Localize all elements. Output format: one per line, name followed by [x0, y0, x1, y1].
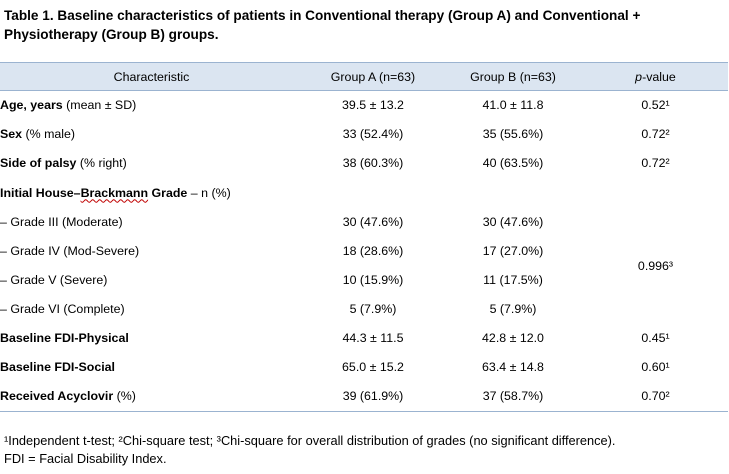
row-label-suffix: (% right)	[76, 156, 127, 170]
cell-p-value: 0.52¹	[641, 98, 670, 113]
cell-p-value: 0.72²	[641, 127, 670, 141]
row-label-bold	[0, 186, 187, 200]
header-p-italic: p	[635, 69, 643, 84]
row-label: – Grade V (Severe)	[0, 273, 108, 287]
footnote-line-1: ¹Independent t-test; ²Chi-square test; ³Chi-square for overall distribution of grades (no significant difference).	[4, 433, 616, 448]
row-label	[0, 324, 303, 353]
row-label-bold: Sex	[0, 127, 23, 141]
table-row-sex	[0, 120, 728, 149]
cell-group-b: 40 (63.5%)	[482, 156, 544, 170]
row-label-bold: Side of palsy	[0, 156, 77, 170]
row-label	[0, 382, 303, 412]
cell-group-a: 39.5 ± 13.2	[342, 98, 404, 113]
cell-p-value	[583, 208, 728, 237]
cell-group-b: 41.0 ± 11.8	[482, 98, 544, 113]
cell-p-value: 0.60¹	[641, 360, 670, 374]
row-label	[0, 91, 303, 120]
cell-group-a: 18 (28.6%)	[342, 244, 404, 258]
header-characteristic: Characteristic	[0, 63, 303, 91]
row-label-bold: Age, years	[0, 98, 63, 113]
cell-p-value: 0.72²	[641, 156, 670, 170]
row-label-suffix: (mean ± SD)	[62, 98, 137, 113]
table-row-acyclovir	[0, 382, 728, 412]
row-label-suffix: (% male)	[22, 127, 76, 141]
footnote-line-2: FDI = Facial Disability Index.	[4, 451, 167, 466]
row-label: – Grade IV (Mod-Severe)	[0, 244, 140, 258]
header-p-rest: -value	[642, 69, 676, 84]
cell-group-a: 65.0 ± 15.2	[342, 360, 404, 374]
row-label-bold: Baseline FDI-Social	[0, 360, 115, 374]
header-group-a: Group A (n=63)	[303, 63, 443, 91]
cell-p-value: 0.45¹	[641, 331, 670, 345]
row-label-spellcheck-word: Brackmann	[80, 185, 149, 200]
cell-group-a: 38 (60.3%)	[342, 156, 404, 170]
row-label	[0, 353, 303, 382]
table-row-fdi-physical	[0, 324, 728, 353]
row-label: – Grade VI (Complete)	[0, 302, 125, 316]
table-row-age	[0, 91, 728, 120]
cell-p-value-grades: 0.996³	[637, 258, 674, 273]
cell-group-a: 33 (52.4%)	[342, 127, 404, 141]
table-row-grade-vi	[0, 295, 728, 324]
cell-group-b: 30 (47.6%)	[482, 215, 544, 229]
cell-group-b: 42.8 ± 12.0	[482, 331, 544, 345]
row-label: – Grade III (Moderate)	[0, 215, 123, 229]
cell-group-b: 11 (17.5%)	[483, 273, 543, 287]
table-row-side-of-palsy	[0, 149, 728, 178]
cell-group-a: 44.3 ± 11.5	[342, 331, 404, 345]
cell-p-value: 0.70²	[583, 382, 728, 412]
cell-group-a: 10 (15.9%)	[342, 273, 404, 287]
row-label-bold: Baseline FDI-Physical	[0, 331, 129, 345]
table-header-row	[0, 63, 728, 91]
cell-p-value	[583, 295, 728, 324]
row-label-suffix: (%)	[113, 389, 136, 404]
cell-group-b: 17 (27.0%)	[482, 244, 544, 258]
baseline-characteristics-table	[0, 62, 728, 412]
table-footnote	[4, 432, 728, 468]
table-row-hb-grade-header	[0, 178, 728, 208]
header-group-b: Group B (n=63)	[443, 63, 583, 91]
cell-group-a: 30 (47.6%)	[342, 215, 404, 229]
row-label	[0, 120, 303, 149]
table-row-grade-iv	[0, 237, 728, 266]
cell-group-b: 5 (7.9%)	[489, 302, 537, 316]
table-row-fdi-social	[0, 353, 728, 382]
row-label	[0, 178, 728, 208]
table-row-grade-iii	[0, 208, 728, 237]
row-label-pre: Initial House–	[0, 185, 81, 200]
cell-group-a: 5 (7.9%)	[349, 302, 397, 316]
row-label-suffix: – n (%)	[187, 185, 231, 200]
row-label	[0, 149, 303, 178]
cell-group-b: 37 (58.7%)	[443, 382, 583, 412]
cell-group-b: 35 (55.6%)	[482, 127, 544, 141]
row-label-bold: Received Acyclovir	[0, 389, 114, 404]
cell-group-a: 39 (61.9%)	[303, 382, 443, 412]
row-label-post: Grade	[148, 185, 188, 200]
table-caption: Table 1. Baseline characteristics of patients in Conventional therapy (Group A) and Conventional + Physiotherapy (Group B) groups.	[4, 8, 641, 42]
cell-group-b: 63.4 ± 14.8	[482, 360, 544, 374]
header-p-value	[583, 63, 728, 91]
